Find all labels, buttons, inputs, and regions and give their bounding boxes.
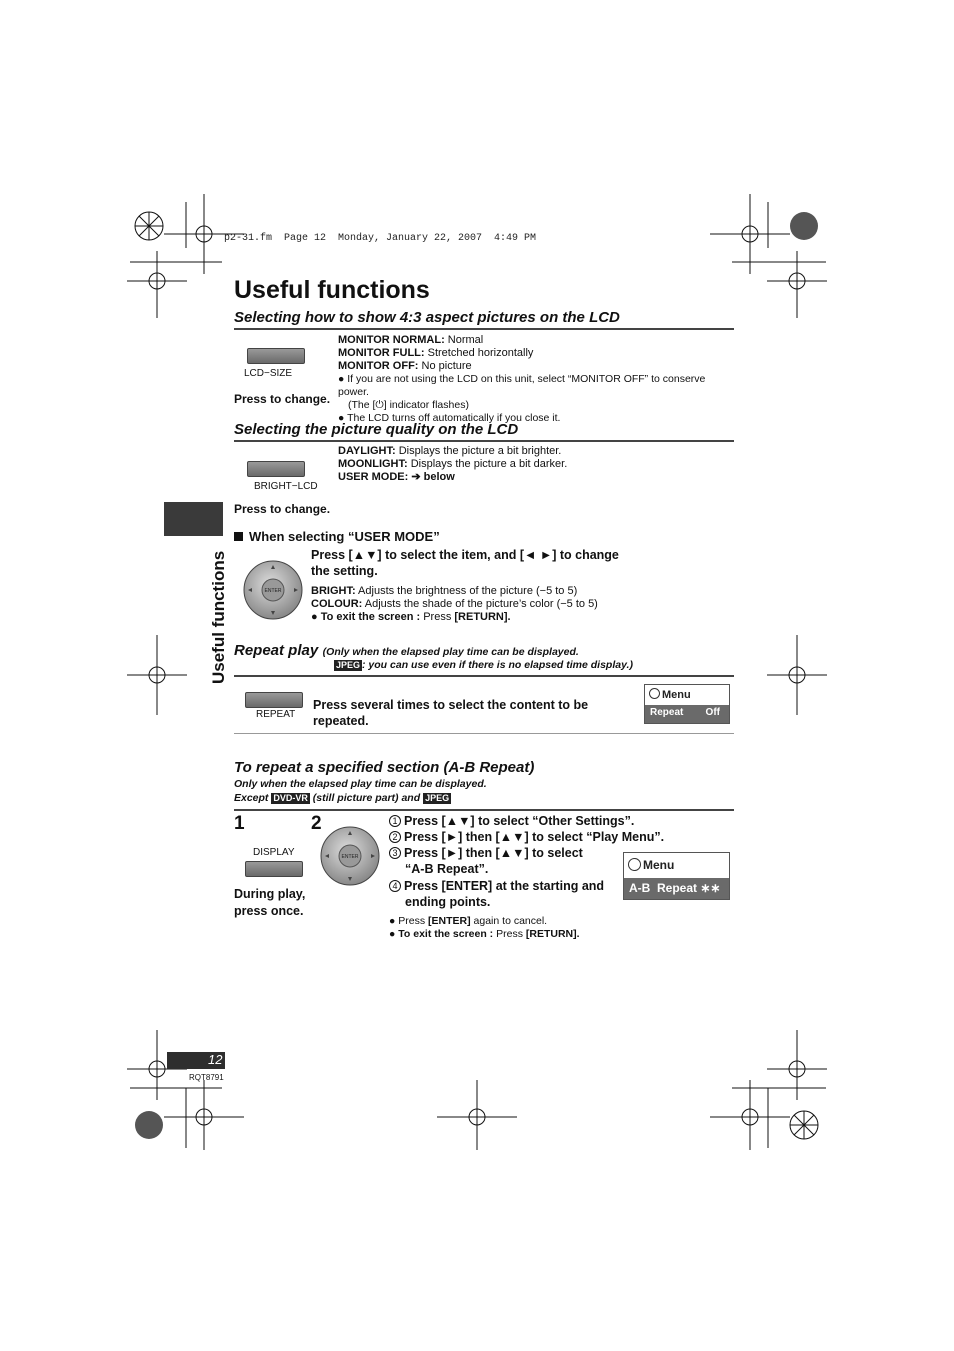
menu-value-off: Off — [705, 707, 720, 718]
user-mode-heading: When selecting “USER MODE” — [234, 529, 440, 544]
display-button[interactable] — [245, 861, 303, 877]
dvd-vr-tag: DVD-VR — [273, 793, 308, 803]
repeat-instruction: Press several times to select the content to be repeated. — [313, 698, 589, 728]
section-rule — [234, 809, 734, 811]
bright-lcd-button-label: BRIGHT−LCD — [254, 481, 318, 492]
repeat-button[interactable] — [245, 692, 303, 708]
section-heading-lcd-size: Selecting how to show 4:3 aspect pictures on the LCD — [234, 309, 620, 326]
repeat-button-label: REPEAT — [256, 709, 296, 720]
side-tab-label: Useful functions — [209, 550, 228, 684]
lcd-size-options: MONITOR NORMAL: Normal MONITOR FULL: Stretched horizontally MONITOR OFF: No picture ● If you are not using the LCD on this unit, select “MONITOR OFF” to conserve power. (The [⏻] indicator flashes) ● The LCD turns off automatically if you close it. — [338, 334, 706, 424]
enter-dial-icon — [243, 560, 303, 620]
ab-repeat-note: Only when the elapsed play time can be displayed. — [234, 778, 487, 790]
picture-quality-options: DAYLIGHT: Displays the picture a bit brighter. MOONLIGHT: Displays the picture a bit darker. USER MODE: ➔ below — [338, 445, 568, 483]
menu-item-repeat: Repeat — [650, 707, 684, 718]
step-number-1: 1 — [234, 813, 245, 834]
ab-repeat-heading: To repeat a specified section (A-B Repeat) — [234, 759, 535, 776]
enter-dial-icon — [320, 826, 380, 886]
svg-text:ENTER: ENTER — [341, 854, 359, 860]
bright-lcd-button[interactable] — [247, 461, 305, 477]
menu-icon — [649, 688, 660, 699]
menu-item-ab-repeat: A-B Repeat ∗∗ — [624, 878, 729, 899]
display-button-label: DISPLAY — [253, 847, 295, 858]
jpeg-tag: JPEG — [336, 660, 361, 670]
press-to-change-text: Press to change. — [234, 392, 331, 406]
ab-repeat-menu-screen: Menu A-B Repeat ∗∗ — [623, 852, 730, 900]
jpeg-tag: JPEG — [425, 793, 450, 803]
section-rule — [234, 440, 734, 442]
svg-text:ENTER: ENTER — [264, 588, 282, 594]
repeat-play-note: JPEG : you can use even if there is no elapsed time display.) — [336, 659, 633, 671]
lcd-size-button[interactable] — [247, 348, 305, 364]
section-heading-picture-quality: Selecting the picture quality on the LCD — [234, 421, 519, 438]
menu-icon — [628, 858, 641, 871]
repeat-menu-screen: Menu Repeat Off — [644, 684, 730, 724]
file-header: p2-31.fm Page 12 Monday, January 22, 2007 4:49 PM — [224, 233, 537, 244]
ab-repeat-except: Except DVD-VR (still picture part) and JPEG — [234, 792, 450, 804]
ab-repeat-steps: 1 Press [▲▼] to select “Other Settings”. 2 Press [►] then [▲▼] to select “Play Menu”. 3 Press [►] then [▲▼] to select “A-B Repeat”. 4 Press [ENTER] at the starting and ending points. — [389, 813, 664, 910]
document-code: RQT8791 — [189, 1073, 224, 1082]
lcd-size-button-label: LCD−SIZE — [244, 368, 293, 379]
repeat-play-heading: Repeat play (Only when the elapsed play time can be displayed. — [234, 642, 579, 659]
during-play-text: During play, press once. — [234, 887, 306, 918]
ab-repeat-notes: ● Press [ENTER] again to cancel. ● To exit the screen : Press [RETURN]. — [389, 915, 580, 940]
step-number-2: 2 — [311, 813, 322, 834]
square-bullet-icon — [234, 532, 243, 541]
page-number: 12 — [208, 1052, 223, 1067]
section-rule — [234, 328, 734, 330]
section-rule — [234, 675, 734, 677]
page-title: Useful functions — [234, 276, 430, 304]
user-mode-settings: BRIGHT: Adjusts the brightness of the picture (−5 to 5) COLOUR: Adjusts the shade of the picture’s color (−5 to 5) ● To exit the screen : Press [RETURN]. — [311, 585, 598, 623]
side-tab-block — [164, 502, 223, 536]
press-to-change-text: Press to change. — [234, 502, 331, 516]
user-mode-instruction: Press [▲▼] to select the item, and [◄ ►] to change the setting. — [311, 548, 619, 578]
